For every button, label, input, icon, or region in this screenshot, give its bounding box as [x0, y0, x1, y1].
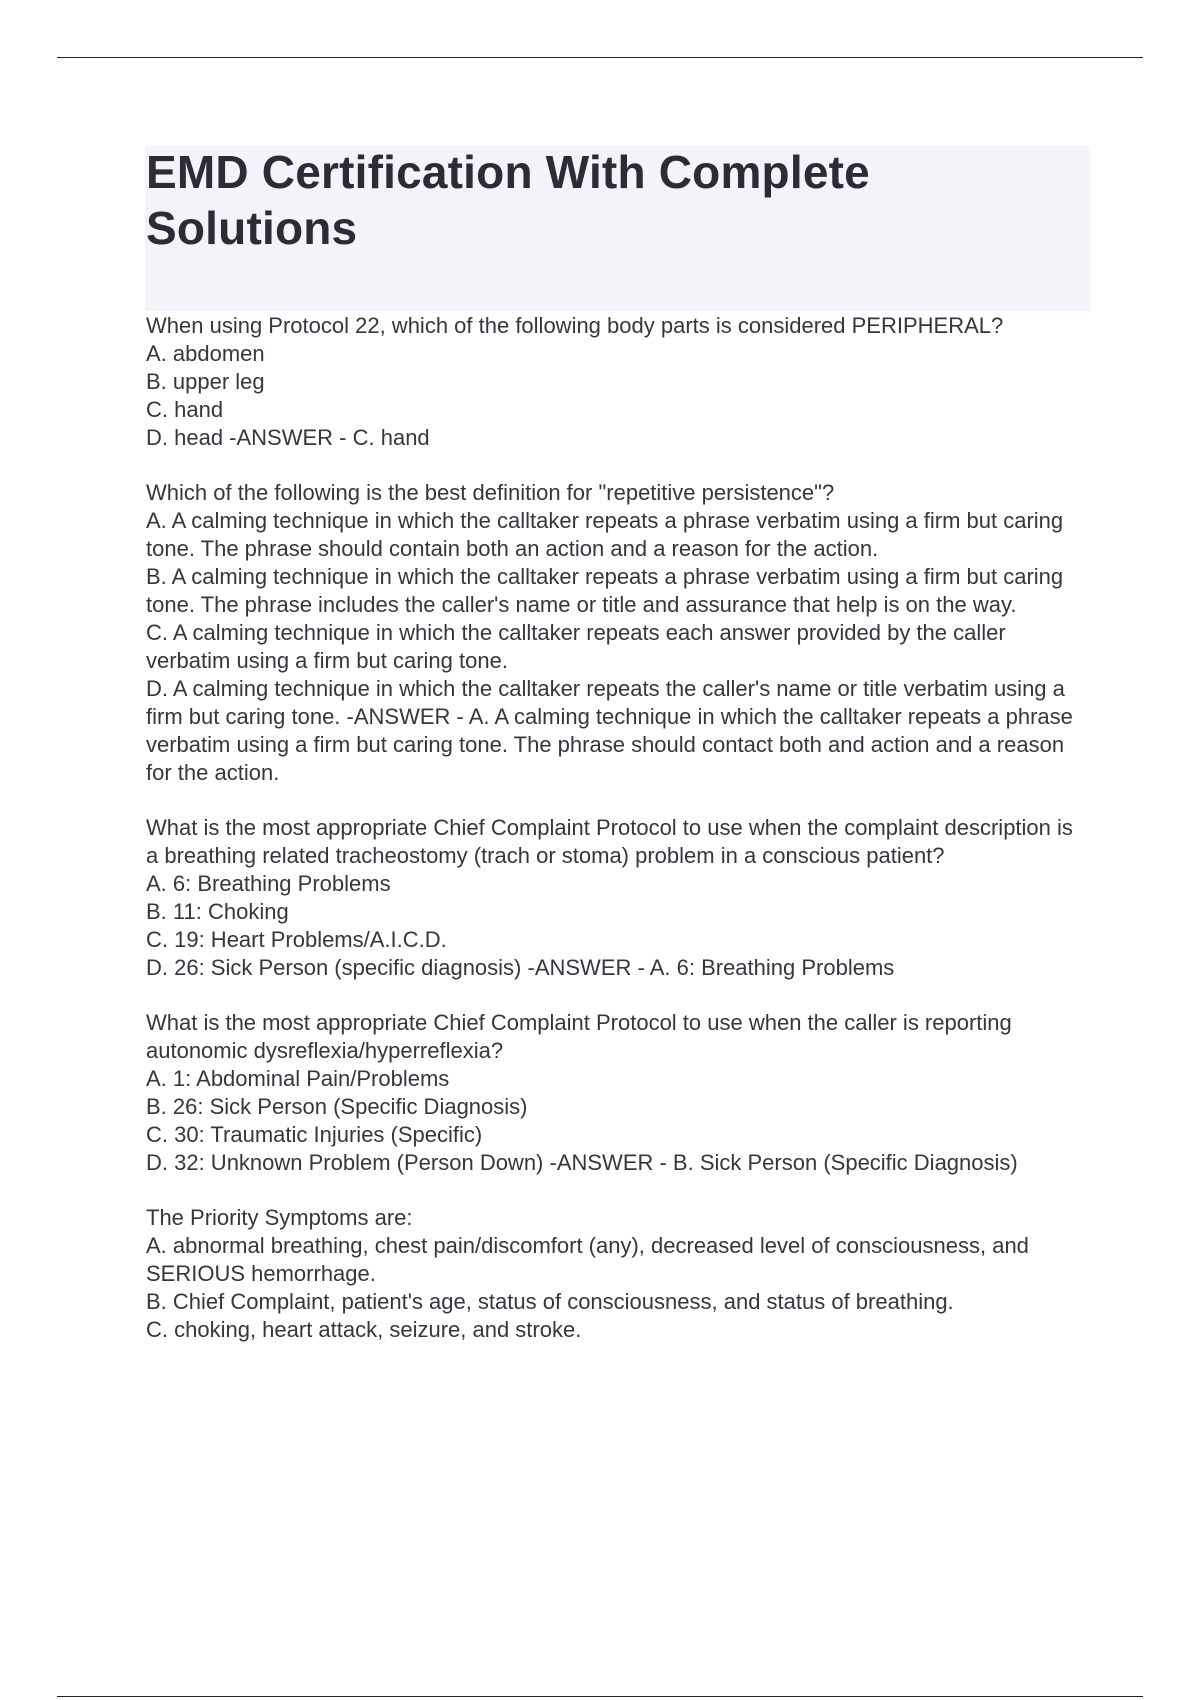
option-text: C. 30: Traumatic Injuries (Specific) — [146, 1122, 483, 1147]
question-block-3 — [146, 814, 1091, 982]
question-block-2 — [146, 479, 1091, 787]
option-text: C. A calming technique in which the calltaker repeats each answer provided by the caller verbatim using a firm but caring tone. — [146, 620, 1006, 673]
option-answer-text: D. head -ANSWER - C. hand — [146, 425, 430, 450]
option-text: A. 1: Abdominal Pain/Problems — [146, 1066, 450, 1091]
top-divider — [57, 57, 1143, 58]
option-text: C. 19: Heart Problems/A.I.C.D. — [146, 927, 447, 952]
option-text: B. A calming technique in which the calltaker repeats a phrase verbatim using a firm but caring tone. The phrase includes the caller's name or title and assurance that help is on the way. — [146, 564, 1064, 617]
option-text: A. abdomen — [146, 341, 265, 366]
option-text: B. 11: Choking — [146, 899, 289, 924]
option-text: C. hand — [146, 397, 224, 422]
option-answer-text: D. 32: Unknown Problem (Person Down) -ANSWER - B. Sick Person (Specific Diagnosis) — [146, 1150, 1018, 1175]
option-text: B. 26: Sick Person (Specific Diagnosis) — [146, 1094, 528, 1119]
option-text: B. Chief Complaint, patient's age, status of consciousness, and status of breathing. — [146, 1289, 954, 1314]
option-answer-text: D. A calming technique in which the calltaker repeats the caller's name or title verbatim using a firm but caring tone. -ANSWER - A. A calming technique in which the calltaker repeats a phrase verbatim using a firm but caring tone. The phrase should contact both and action and a reason for the action. — [146, 676, 1073, 785]
option-text: A. 6: Breathing Problems — [146, 871, 391, 896]
title-line-2: Solutions — [146, 202, 358, 254]
title-line-1: EMD Certification With Complete — [146, 146, 870, 198]
question-block-4 — [146, 1009, 1091, 1177]
option-answer-text: D. 26: Sick Person (specific diagnosis) -ANSWER - A. 6: Breathing Problems — [146, 955, 895, 980]
question-text: What is the most appropriate Chief Complaint Protocol to use when the complaint description is a breathing related tracheostomy (trach or stoma) problem in a conscious patient? — [146, 815, 1073, 868]
question-text: What is the most appropriate Chief Complaint Protocol to use when the caller is reporting autonomic dysreflexia/hyperreflexia? — [146, 1010, 1012, 1063]
question-block-1 — [146, 312, 1091, 452]
question-block-5 — [146, 1204, 1091, 1344]
option-text: A. abnormal breathing, chest pain/discomfort (any), decreased level of consciousness, and SERIOUS hemorrhage. — [146, 1233, 1029, 1286]
option-text: B. upper leg — [146, 369, 265, 394]
question-text: The Priority Symptoms are: — [146, 1205, 413, 1230]
document-title — [146, 144, 1046, 256]
option-text: C. choking, heart attack, seizure, and stroke. — [146, 1317, 582, 1342]
bottom-divider — [57, 1696, 1143, 1697]
document-body — [146, 312, 1091, 1371]
option-text: A. A calming technique in which the calltaker repeats a phrase verbatim using a firm but caring tone. The phrase should contain both an action and a reason for the action. — [146, 508, 1064, 561]
question-text: When using Protocol 22, which of the following body parts is considered PERIPHERAL? — [146, 313, 1004, 338]
question-text: Which of the following is the best definition for "repetitive persistence"? — [146, 480, 835, 505]
